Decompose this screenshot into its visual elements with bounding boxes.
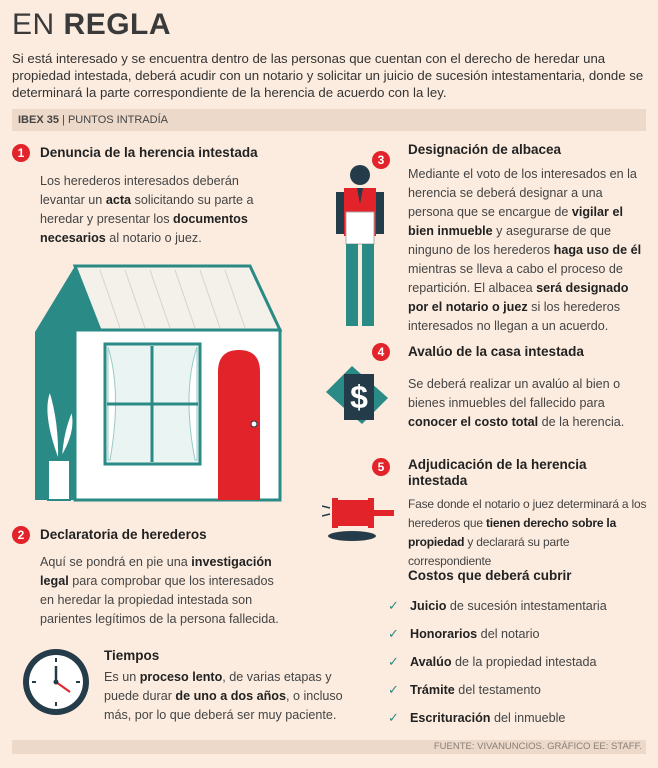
step-title-2: Declaratoria de herederos bbox=[40, 527, 207, 542]
cost-item: ✓ Honorarios del notario bbox=[388, 620, 648, 648]
cost-item: ✓ Juicio de sucesión intestamentaria bbox=[388, 592, 648, 620]
step-body-1: Los herederos interesados deberán levantar un acta solicitando su parte a heredar y presentar los documentos necesarios al notario o juez. bbox=[40, 174, 254, 245]
step-number-4: 4 bbox=[372, 343, 390, 361]
costs-title: Costos que deberá cubrir bbox=[408, 568, 572, 583]
step-body-4: Se deberá realizar un avalúo al bien o bienes inmuebles del fallecido para conocer el costo total de la herencia. bbox=[408, 377, 625, 429]
step-body-3: Mediante el voto de los interesados en la herencia se deberá designar a una persona que se encargue de vigilar el bien inmueble y asegurarse de que ninguno de los herederos haga uso de él mientras se lleva a cabo el proceso de repartición. El albacea será designado por el notario o juez si los herederos interesados no llegan a un acuerdo. bbox=[408, 167, 642, 333]
house-illustration bbox=[30, 262, 292, 502]
tiempos-body: Es un proceso lento, de varias etapas y puede durar de uno a dos años, o incluso más, por lo que deberá ser muy paciente. bbox=[104, 670, 343, 722]
page-title: EN REGLA bbox=[12, 8, 172, 41]
step-body-2: Aquí se pondrá en pie una investigación legal para comprobar que los interesados en heredar la propiedad intestada son parientes legítimos de la persona fallecida. bbox=[40, 555, 279, 626]
section-band: IBEX 35 | PUNTOS INTRADÍA bbox=[12, 109, 646, 131]
dollar-sign: $ bbox=[350, 379, 368, 415]
cost-item: ✓ Escrituración del inmueble bbox=[388, 704, 648, 732]
intro-text: Si está interesado y se encuentra dentro de las personas que cuentan con el derecho de heredar una propiedad intestada, deberá acudir con un notario y solicitar un juicio de sucesión intestamentaria, donde se determinará la parte correspondiente de la herencia de acuerdo con la ley. bbox=[12, 51, 644, 100]
albacea-figure bbox=[330, 162, 390, 330]
footer-source: FUENTE: VIVANUNCIOS. GRÁFICO EE: STAFF. bbox=[12, 740, 646, 754]
check-icon: ✓ bbox=[388, 654, 399, 669]
step-title-5: Adjudicación de la herencia intestada bbox=[408, 457, 587, 488]
step-title-1: Denuncia de la herencia intestada bbox=[40, 145, 258, 160]
check-icon: ✓ bbox=[388, 626, 399, 641]
step-number-3: 3 bbox=[372, 151, 390, 169]
step-title-3: Designación de albacea bbox=[408, 142, 562, 157]
step-number-1: 1 bbox=[12, 144, 30, 162]
check-icon: ✓ bbox=[388, 598, 399, 613]
costs-list bbox=[388, 592, 648, 732]
step-title-4: Avalúo de la casa intestada bbox=[408, 344, 584, 359]
gavel-icon bbox=[322, 496, 398, 544]
cost-item: ✓ Trámite del testamento bbox=[388, 676, 648, 704]
step-body-5: Fase donde el notario o juez determinará a los herederos que tienen derecho sobre la propiedad y declarará su parte correspondiente bbox=[408, 497, 647, 568]
step-number-2: 2 bbox=[12, 526, 30, 544]
tiempos-title: Tiempos bbox=[104, 648, 160, 663]
check-icon: ✓ bbox=[388, 682, 399, 697]
cost-item: ✓ Avalúo de la propiedad intestada bbox=[388, 648, 648, 676]
dollar-bill-icon bbox=[322, 362, 392, 432]
check-icon: ✓ bbox=[388, 710, 399, 725]
step-number-5: 5 bbox=[372, 458, 390, 476]
clock-icon bbox=[20, 646, 92, 718]
